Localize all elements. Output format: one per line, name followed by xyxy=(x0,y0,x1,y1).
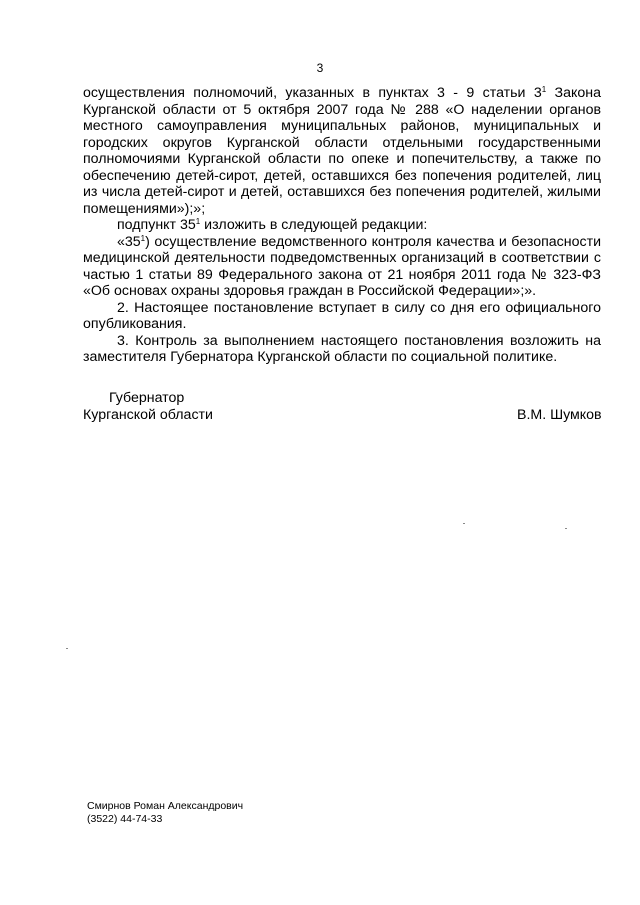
signature-region: Курганской области xyxy=(83,407,213,423)
paragraph-text: «35 xyxy=(117,233,141,250)
paragraph-text: ) осуществление ведомственного контроля качества и безопасности медицинской деятельности подведомственных организаций в соответствии с частью 1 статьи 89 Федерального закона от 21 ноября 2011 года № 323-ФЗ «Об основах охраны здоровья граждан в Российской Федерации»;». xyxy=(83,233,601,299)
executor-phone: (3522) 44-74-33 xyxy=(87,813,163,825)
scan-speck xyxy=(66,648,68,649)
paragraph-text: Закона Курганской области от 5 октября 2007 года № 288 «О наделении органов местного самоуправления муниципальных районов, муниципальных и городских округов Курганской области отдельными государственными полномочиями Курганской области по опеке и попечительству, а также по обеспечению детей-сирот, детей, оставшихся без попечения родителей, лиц из числа детей-сирот и детей, оставшихся без попечения родителей, жилыми помещениями»);»; xyxy=(83,85,601,217)
executor-name: Смирнов Роман Александрович xyxy=(87,800,244,812)
scan-speck xyxy=(565,528,567,529)
executor-info xyxy=(87,800,243,826)
signature-title xyxy=(83,390,213,424)
paragraph-subclause-text xyxy=(83,234,601,300)
paragraph-control: 3. Контроль за выполнением настоящего постановления возложить на заместителя Губернатора Курганской области по социальной политике. xyxy=(83,332,601,365)
document-body xyxy=(83,85,601,366)
superscript: 1 xyxy=(541,85,547,94)
scan-speck xyxy=(463,523,465,524)
paragraph-effective-date: 2. Настоящее постановление вступает в силу со дня его официального опубликования. xyxy=(83,299,601,332)
paragraph-text: осуществления полномочий, указанных в пунктах 3 - 9 статьи 3 xyxy=(83,85,542,101)
paragraph-text: подпункт 35 xyxy=(117,217,196,233)
signature-position: Губернатор xyxy=(109,390,185,406)
paragraph-text: изложить в следующей редакции: xyxy=(200,217,428,233)
page-number: 3 xyxy=(316,61,324,75)
paragraph-continuation xyxy=(83,85,601,217)
superscript: 1 xyxy=(195,217,201,226)
paragraph-subclause-intro xyxy=(83,217,601,234)
superscript: 1 xyxy=(140,233,146,243)
signature-name: В.М. Шумков xyxy=(517,407,602,423)
